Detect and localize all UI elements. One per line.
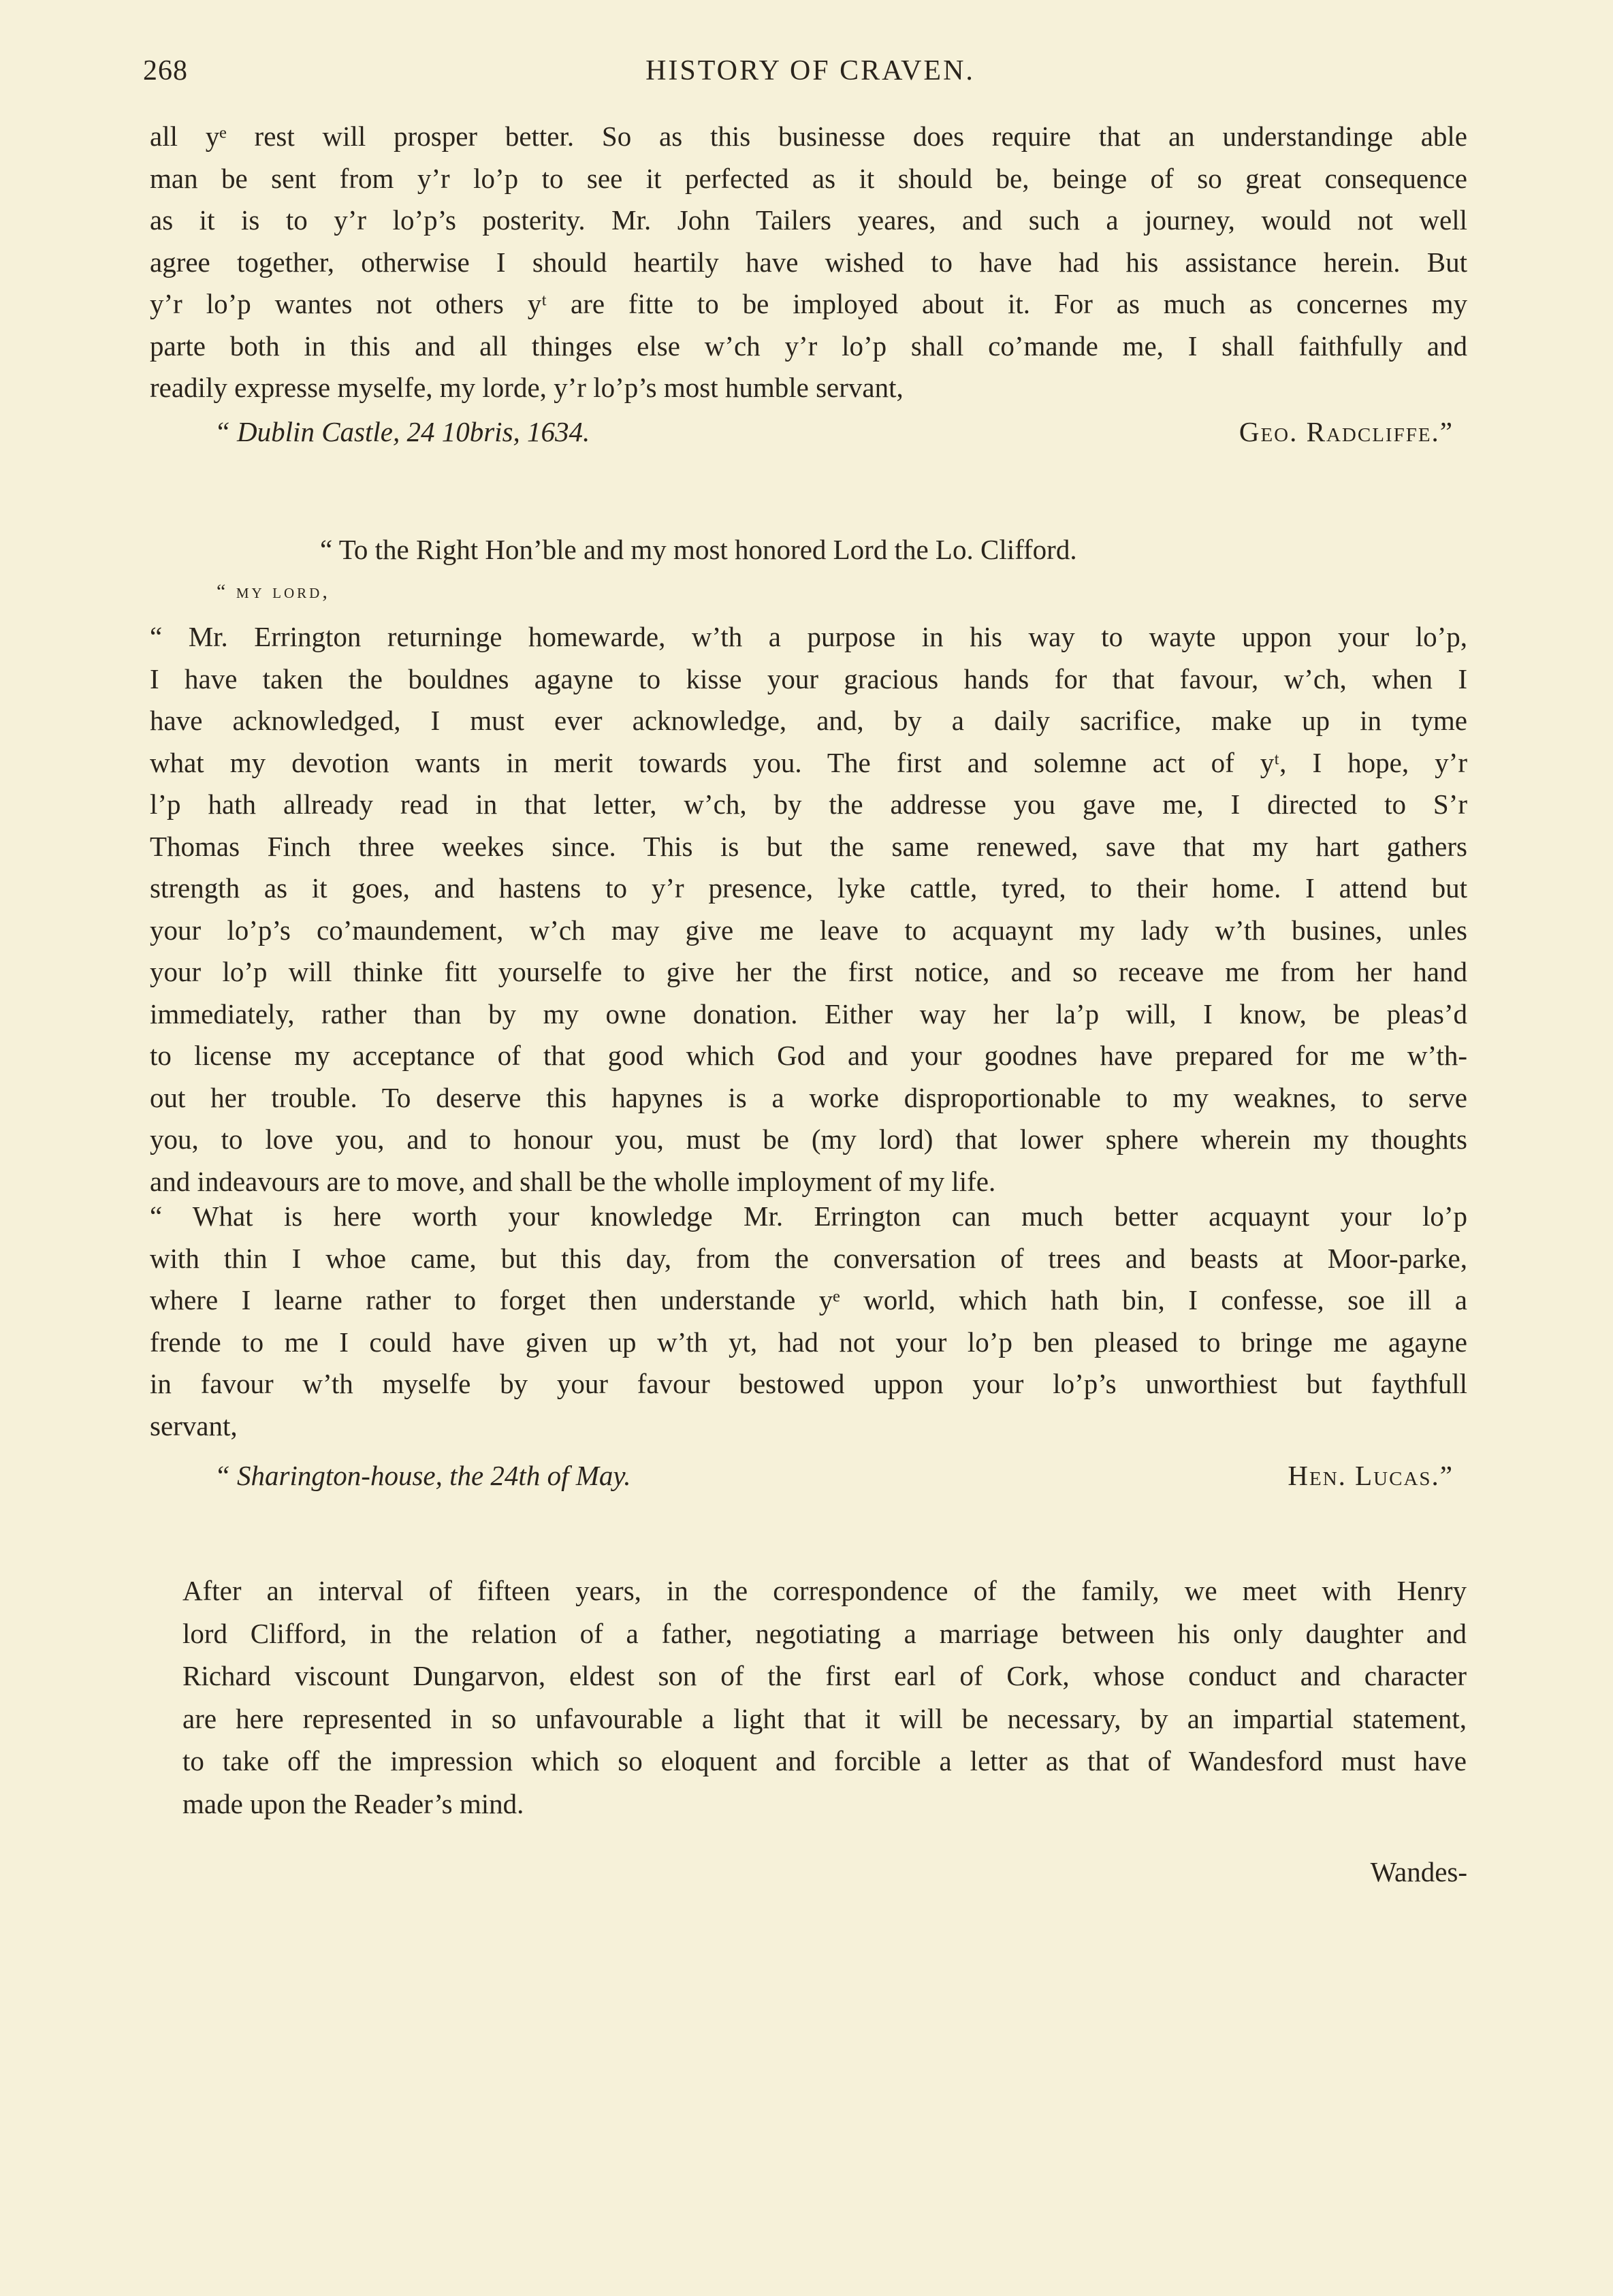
text-line: man be sent from y’r lo’p to see it perfected as it should be, beinge of so great consequence [150,162,1467,194]
text-line: your lo’p will thinke fitt yourselfe to give her the first notice, and so receave me from her hand [150,956,1467,987]
text-line: agree together, otherwise I should heartily have wished to have had his assistance herein. But [150,246,1467,278]
letter2-address: “ To the Right Hon’ble and my most honored Lord the Lo. Clifford. [320,534,1077,565]
text-line: to take off the impression which so eloquent and forcible a letter as that of Wandesford must have [182,1745,1467,1776]
text-line: in favour w’th myselfe by your favour bestowed uppon your lo’p’s unworthiest but faythfull [150,1368,1467,1399]
text-line: servant, [150,1409,238,1441]
text-line: strength as it goes, and hastens to y’r presence, lyke cattle, tyred, to their home. I attend but [150,872,1467,904]
text-line: your lo’p’s co’maundement, w’ch may give me leave to acquaynt my lady w’th busines, unles [150,914,1467,946]
text-line: out her trouble. To deserve this hapynes is a worke disproportionable to my weaknes, to serve [150,1081,1467,1113]
text-line: “ What is here worth your knowledge Mr. Errington can much better acquaynt your lo’p [150,1200,1467,1232]
text-line: After an interval of fifteen years, in the correspondence of the family, we meet with Henry [182,1575,1467,1606]
letter1-body [150,116,1467,409]
running-title: HISTORY OF CRAVEN. [645,55,975,86]
text-line: are here represented in so unfavourable a light that it will be necessary, by an impartial statement, [182,1702,1467,1734]
text-line: “ Mr. Errington returninge homewarde, w’th a purpose in his way to wayte uppon your lo’p, [150,621,1467,652]
text-line: have acknowledged, I must ever acknowledge, and, by a daily sacrifice, make up in tyme [150,705,1467,736]
catchword: Wandes- [1370,1856,1467,1887]
letter2-place-date: “ Sharington-house, the 24th of May. [214,1460,631,1491]
text-line: Richard viscount Dungarvon, eldest son of the first earl of Cork, whose conduct and character [182,1660,1467,1691]
letter1-signature-line [150,415,1467,458]
text-line: frende to me I could have given up w’th yt, had not your lo’p ben pleased to bringe me agayne [150,1326,1467,1358]
text-line: l’p hath allready read in that letter, w’ch, by the addresse you gave me, I directed to S’r [150,788,1467,820]
text-line: made upon the Reader’s mind. [182,1787,524,1819]
text-line: where I learne rather to forget then understande yᵉ world, which hath bin, I confesse, soe ill a [150,1284,1467,1316]
letter2-signature: Hen. Lucas.” [1288,1460,1454,1491]
text-line: and indeavours are to move, and shall be the wholle imployment of my life. [150,1165,996,1197]
text-line: all yᵉ rest will prosper better. So as this businesse does require that an understandinge able [150,121,1467,152]
text-line: as it is to y’r lo’p’s posterity. Mr. John Tailers yeares, and such a journey, would not well [150,204,1467,236]
page-header [143,54,1478,95]
text-line: y’r lo’p wantes not others yᵗ are fitte to be imployed about it. For as much as concernes my [150,288,1467,319]
text-line: immediately, rather than by my owne donation. Either way her la’p will, I know, be pleas’d [150,998,1467,1030]
text-line: you, to love you, and to honour you, must be (my lord) that lower sphere wherein my thoughts [150,1123,1467,1155]
text-line: with thin I whoe came, but this day, from the conversation of trees and beasts at Moor-parke, [150,1242,1467,1274]
narrative-paragraph [182,1569,1467,1825]
letter2-paragraph-2 [150,1196,1467,1447]
letter1-place-date: “ Dublin Castle, 24 10bris, 1634. [214,416,590,447]
text-line: I have taken the bouldnes agayne to kisse your gracious hands for that favour, w’ch, when I [150,663,1467,695]
text-line: to license my acceptance of that good which God and your goodnes have prepared for me w’th- [150,1040,1467,1071]
letter2-signature-line [150,1459,1467,1501]
letter2-paragraph-1 [150,616,1467,1202]
letter1-paragraph [150,116,1467,409]
text-line: Thomas Finch three weekes since. This is but the same renewed, save that my hart gathers [150,830,1467,862]
letter2-salutation: “ my lord, [217,580,330,603]
text-line: parte both in this and all thinges else w’ch y’r lo’p shall co’mande me, I shall faithfully and [150,330,1467,362]
text-line: lord Clifford, in the relation of a father, negotiating a marriage between his only daughter and [182,1617,1467,1649]
text-line: what my devotion wants in merit towards you. The first and solemne act of yᵗ, I hope, y’r [150,746,1467,778]
page-number: 268 [143,55,188,86]
letter1-signature: Geo. Radcliffe.” [1239,416,1454,447]
text-line: readily expresse myselfe, my lorde, y’r lo’p’s most humble servant, [150,372,904,403]
